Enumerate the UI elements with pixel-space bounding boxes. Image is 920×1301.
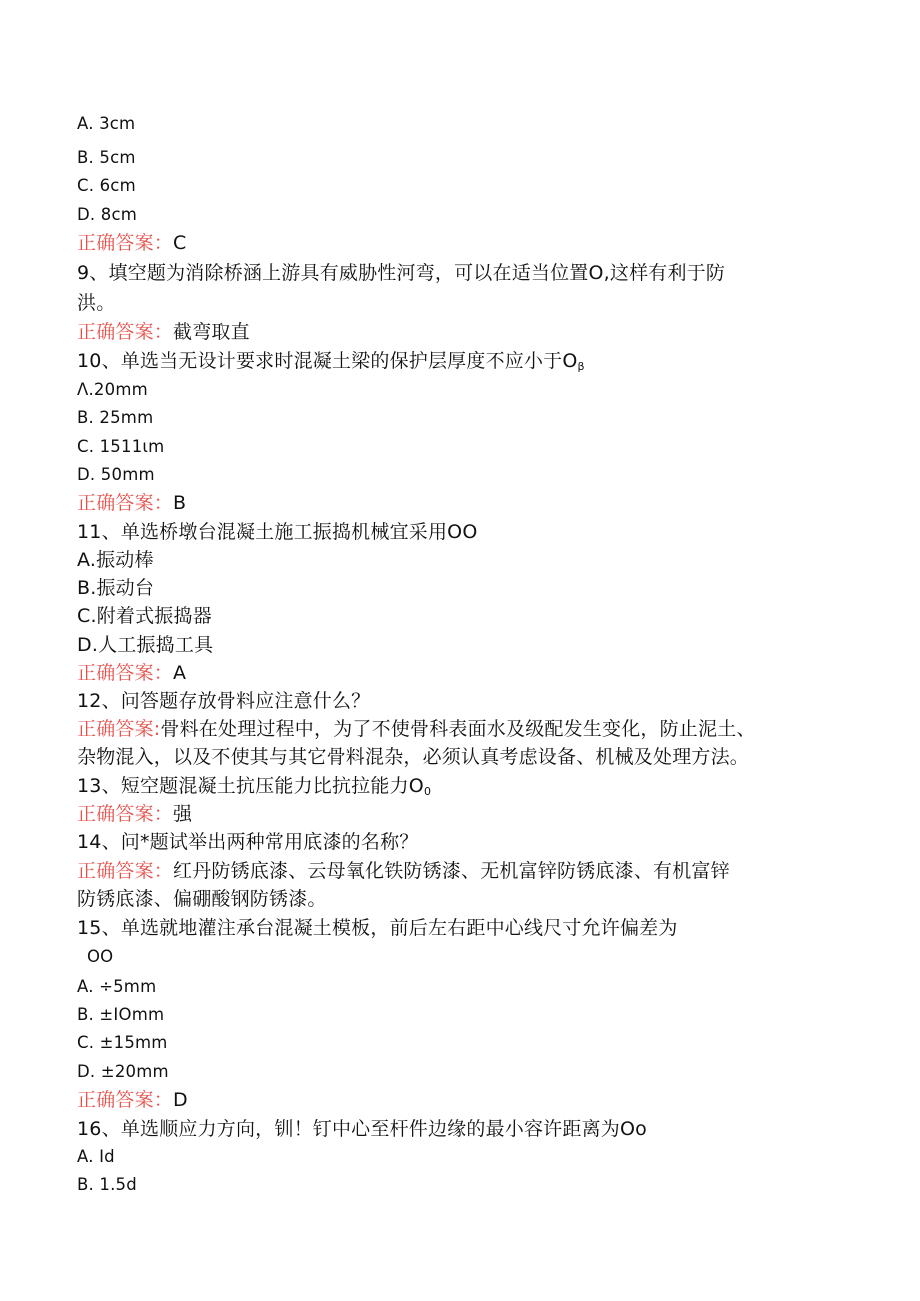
q14-stem: 14、问*题试举出两种常用底漆的名称？ bbox=[77, 831, 419, 853]
q14-answer-line2: 防锈底漆、偏硼酸钢防锈漆。 bbox=[77, 888, 327, 910]
q10-option-b: B. 25mm bbox=[77, 408, 154, 427]
stem-subscript: 0 bbox=[423, 785, 432, 798]
q15-answer bbox=[77, 1087, 188, 1113]
answer-label: 正确答案： bbox=[77, 860, 174, 882]
answer-label: 正确答案： bbox=[77, 321, 174, 343]
q11-option-a: A.振动棒 bbox=[77, 549, 154, 571]
q16-option-b: B. 1.5d bbox=[77, 1175, 137, 1194]
stem-text: 10、单选当无设计要求时混凝土梁的保护层厚度不应小于O bbox=[77, 350, 578, 372]
answer-label: 正确答案： bbox=[77, 492, 174, 514]
answer-label: 正确答案： bbox=[77, 1089, 174, 1111]
q8-option-d: D. 8cm bbox=[77, 205, 138, 224]
answer-value: D bbox=[173, 1089, 188, 1111]
q11-option-b: B.振动台 bbox=[77, 577, 155, 599]
answer-label: 正确答案： bbox=[77, 803, 174, 825]
answer-label: 正确答案： bbox=[77, 232, 174, 254]
q15-stem-line2: OO bbox=[87, 947, 114, 966]
answer-value: B bbox=[173, 492, 187, 514]
q11-answer bbox=[77, 660, 186, 686]
q8-option-c: C. 6cm bbox=[77, 176, 136, 195]
q12-answer bbox=[77, 716, 756, 742]
q10-option-c: C. 1511ιm bbox=[77, 437, 165, 456]
q15-option-c: C. ±15mm bbox=[77, 1033, 168, 1052]
q11-option-d: D.人工振捣工具 bbox=[77, 634, 214, 656]
answer-label: 正确答案: bbox=[77, 718, 161, 740]
q16-option-a: A. Id bbox=[77, 1147, 115, 1166]
q10-option-d: D. 50mm bbox=[77, 465, 155, 484]
answer-value: C bbox=[173, 232, 187, 254]
q12-answer-line2: 杂物混入，以及不使其与其它骨料混杂，必须认真考虑设备、机械及处理方法。 bbox=[77, 746, 750, 768]
q15-option-a: A. ÷5mm bbox=[77, 977, 157, 996]
q10-option-a: Λ.20mm bbox=[77, 380, 148, 399]
q12-stem: 12、问答题存放骨料应注意什么？ bbox=[77, 690, 371, 712]
q13-answer bbox=[77, 801, 192, 827]
q8-option-b: B. 5cm bbox=[77, 148, 136, 167]
answer-value: 红丹防锈底漆、云母氧化铁防锈漆、无机富锌防锈底漆、有机富锌 bbox=[173, 860, 730, 882]
answer-value: 截弯取直 bbox=[173, 321, 250, 343]
stem-subscript: β bbox=[577, 360, 585, 373]
q11-stem: 11、单选桥墩台混凝土施工振捣机械宜采用OO bbox=[77, 521, 478, 543]
q9-answer bbox=[77, 319, 250, 345]
q10-answer bbox=[77, 490, 186, 516]
q15-option-b: B. ±IOmm bbox=[77, 1005, 165, 1024]
q15-option-d: D. ±20mm bbox=[77, 1062, 169, 1081]
answer-value: 强 bbox=[173, 803, 193, 825]
answer-label: 正确答案： bbox=[77, 662, 174, 684]
q10-stem bbox=[77, 348, 585, 380]
q14-answer bbox=[77, 858, 730, 884]
q9-stem-line1: 9、填空题为消除桥涵上游具有威胁性河弯，可以在适当位置O,这样有利于防 bbox=[77, 262, 726, 284]
q11-option-c: C.附着式振捣器 bbox=[77, 605, 212, 627]
q9-stem-line2: 洪。 bbox=[77, 292, 116, 314]
stem-text: 13、短空题混凝土抗压能力比抗拉能力O bbox=[77, 775, 424, 797]
q15-stem-line1: 15、单选就地灌注承台混凝土模板，前后左右距中心线尺寸允许偏差为 bbox=[77, 917, 678, 939]
answer-value: A bbox=[173, 662, 187, 684]
answer-value: 骨料在处理过程中，为了不使骨科表面水及级配发生变化，防止泥土、 bbox=[160, 718, 756, 740]
q16-stem: 16、单选顺应力方向，钏！钉中心至杆件边缘的最小容许距离为Oo bbox=[77, 1118, 647, 1140]
q8-option-a: A. 3cm bbox=[77, 114, 136, 133]
q8-answer bbox=[77, 230, 186, 256]
